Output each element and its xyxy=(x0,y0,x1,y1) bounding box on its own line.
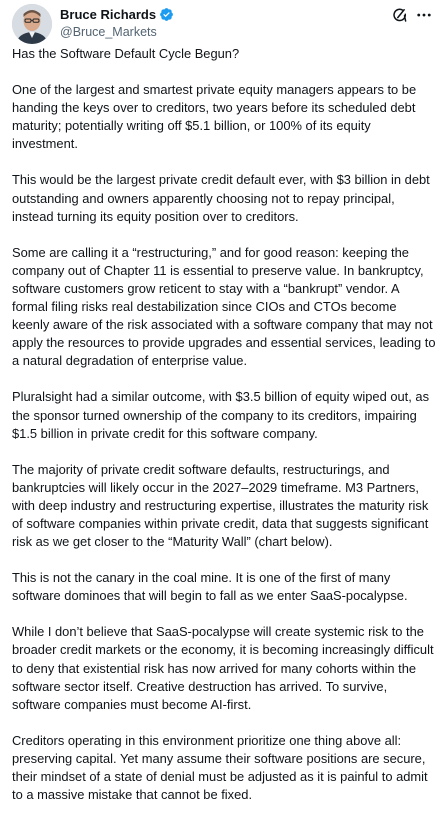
author-name-row xyxy=(60,5,174,24)
post-title-paragraph: Has the Software Default Cycle Begun? xyxy=(12,46,240,61)
avatar[interactable] xyxy=(12,4,52,44)
post-paragraph: This is not the canary in the coal mine. It is one of the first of many software dominoes that will begin to fall as we enter SaaS-pocalypse. xyxy=(12,570,408,604)
post-paragraph: Creditors operating in this environment prioritize one thing above all: preserving capital. Yet many assume their software positions are secure, their mindset of a state of denial must be adjusted as it is painful to admit to a massive mistake that cannot be fixed. xyxy=(12,732,428,803)
post-header xyxy=(12,4,433,44)
post-paragraph: While I don’t believe that SaaS-pocalypse will create systemic risk to the broader credit markets or the economy, it is becoming increasingly difficult to deny that existential risk has now arrived for many cohorts within the software sector itself. Creative destruction has arrived. To survive, software companies must become AI-first. xyxy=(12,624,434,712)
post-paragraph: Some are calling it a “restructuring,” and for good reason: keeping the company out of Chapter 11 is essential to preserve value. In bankruptcy, software customers grow reticent to stay with a “bankrupt” vendor. A formal filing risks real destabilization since CIOs and CTOs become keenly aware of the risk associated with a software company that may not apply the resources to provide upgrades and essential services, leading to a natural degradation of enterprise value. xyxy=(12,244,436,369)
post-body xyxy=(12,45,436,822)
verified-badge-icon xyxy=(159,7,174,22)
author-block xyxy=(60,5,174,40)
post-paragraph: The majority of private credit software defaults, restructurings, and bankruptcies will likely occur in the 2027–2029 timeframe. M3 Partners, with deep industry and restructuring expertise, illustrates the maturity risk of software companies within private credit, data that suggests significant risk as we get closer to the “Maturity Wall” (chart below). xyxy=(12,461,429,550)
author-handle[interactable]: @Bruce_Markets xyxy=(60,25,157,39)
grok-icon[interactable] xyxy=(391,6,409,24)
post-paragraph: Pluralsight had a similar outcome, with $3.5 billion of equity wiped out, as the sponsor turned ownership of the company to its creditors, impairing $1.5 billion in private credit for this software company. xyxy=(12,389,430,441)
avatar-image xyxy=(12,4,52,44)
more-icon[interactable] xyxy=(415,6,433,24)
author-display-name[interactable]: Bruce Richards xyxy=(60,7,157,22)
post-paragraph: One of the largest and smartest private equity managers appears to be handing the keys over to creditors, two years before its scheduled debt maturity; potentially writing off $5.1 billion, or 100% of its equity investment. xyxy=(12,82,417,152)
header-actions xyxy=(391,6,433,24)
post-paragraph: This would be the largest private credit default ever, with $3 billion in debt outstanding and owners apparently choosing not to repay principal, instead turning its equity position over to creditors. xyxy=(12,172,430,224)
